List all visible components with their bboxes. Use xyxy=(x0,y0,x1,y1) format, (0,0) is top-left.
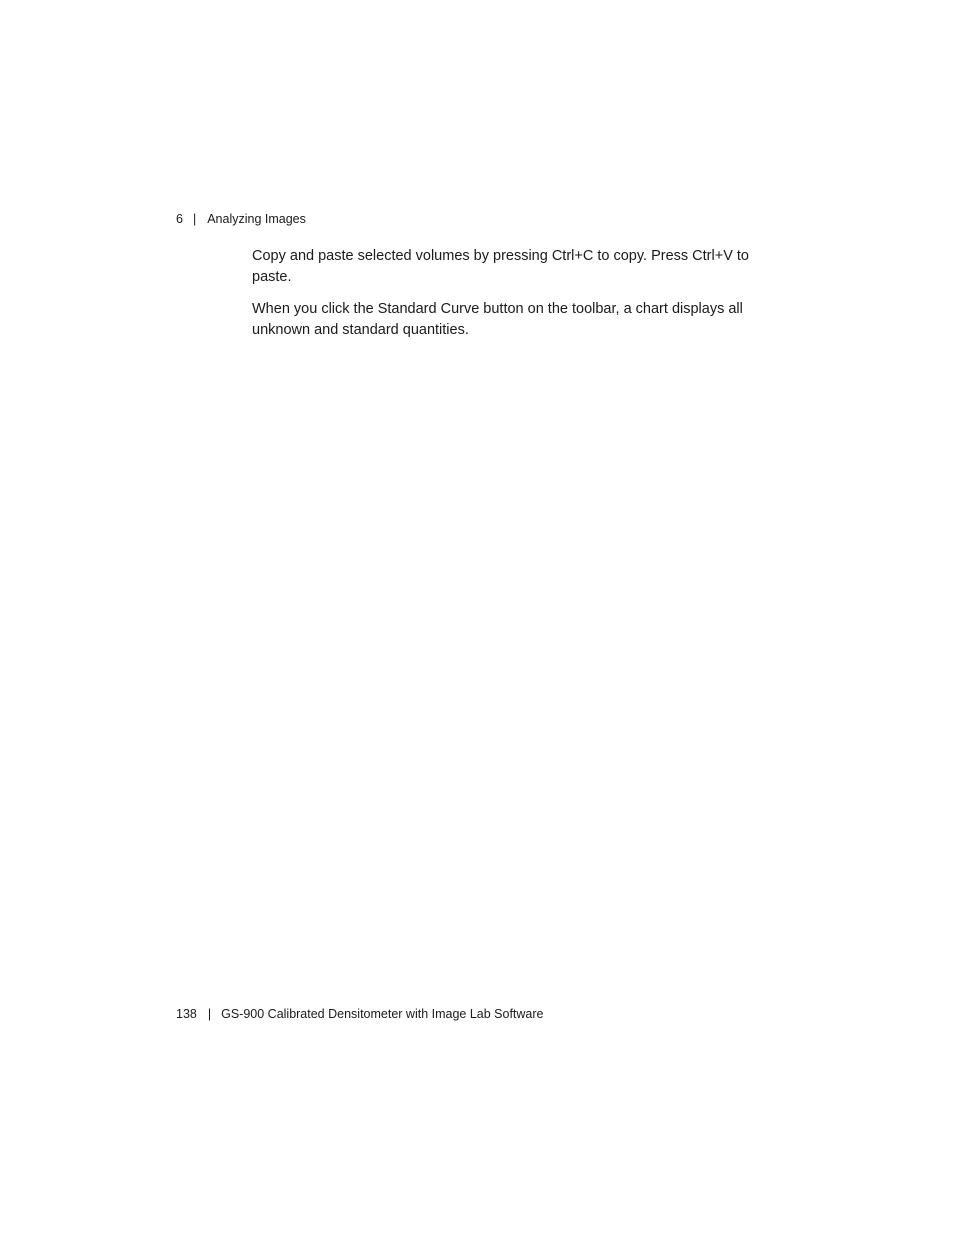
book-title: GS-900 Calibrated Densitometer with Image Lab Software xyxy=(221,1007,544,1021)
paragraph-copy-paste: Copy and paste selected volumes by pressing Ctrl+C to copy. Press Ctrl+V to paste. xyxy=(252,248,749,285)
header-separator: | xyxy=(192,212,197,226)
chapter-title: Analyzing Images xyxy=(207,212,306,226)
body-text xyxy=(252,246,752,352)
running-header xyxy=(176,211,306,227)
footer-separator: | xyxy=(207,1007,212,1021)
running-footer xyxy=(176,1006,544,1022)
paragraph-standard-curve: When you click the Standard Curve button on the toolbar, a chart displays all unknown and standard quantities. xyxy=(252,301,743,338)
page-number: 138 xyxy=(176,1007,197,1021)
chapter-number: 6 xyxy=(176,212,183,226)
